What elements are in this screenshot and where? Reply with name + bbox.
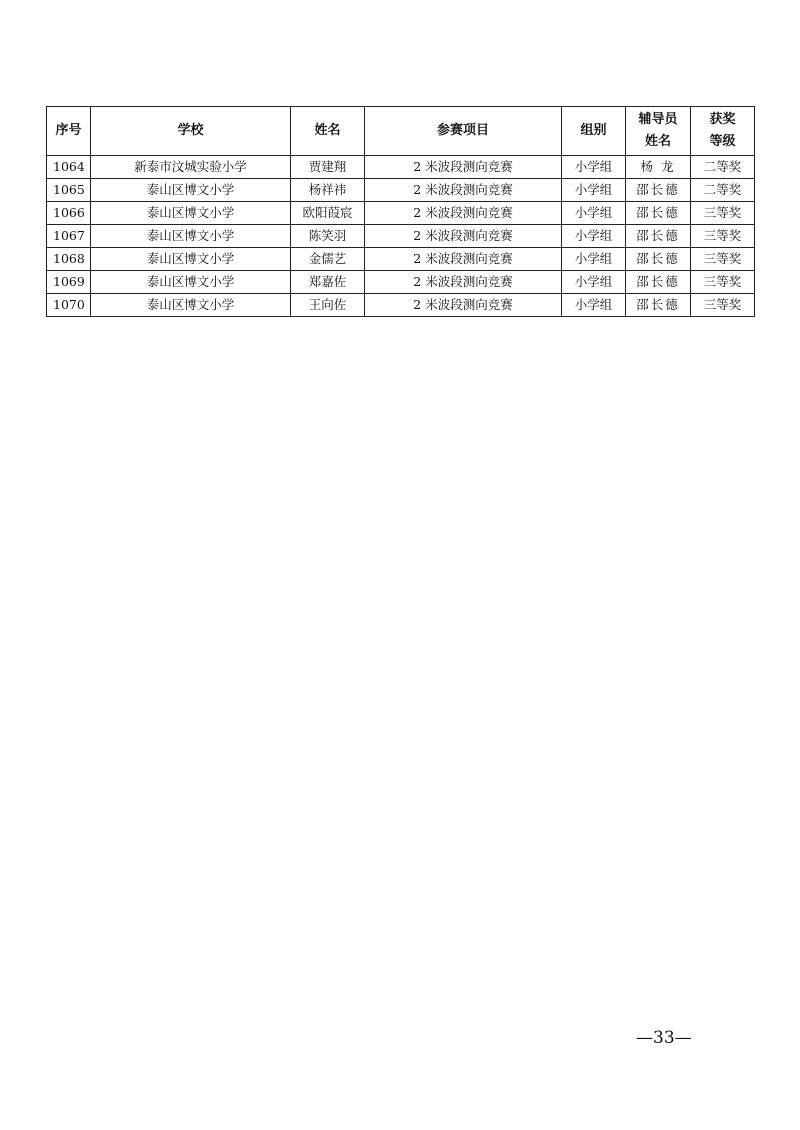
cell-advisor: 邵长德 [626,248,691,271]
results-table [46,106,755,317]
cell-advisor: 邵长德 [626,271,691,294]
cell-group: 小学组 [562,248,626,271]
cell-id: 1069 [47,271,91,294]
cell-group: 小学组 [562,202,626,225]
cell-id: 1067 [47,225,91,248]
cell-name: 欧阳葭宸 [291,202,365,225]
table-row [47,294,755,317]
cell-name: 郑嘉佐 [291,271,365,294]
cell-group: 小学组 [562,156,626,179]
table-row [47,156,755,179]
header-advisor-line1: 辅导员 [638,112,678,127]
header-advisor-line2: 姓名 [644,134,671,149]
cell-id: 1065 [47,179,91,202]
header-award [691,107,755,156]
cell-school: 泰山区博文小学 [91,225,291,248]
cell-award: 二等奖 [691,156,755,179]
cell-advisor: 邵长德 [626,225,691,248]
page-number: —33— [636,1028,692,1048]
cell-event: 2 米波段测向竞赛 [365,248,562,271]
header-award-line2: 等级 [709,134,736,149]
cell-award: 三等奖 [691,294,755,317]
header-name: 姓名 [291,107,365,156]
cell-event: 2 米波段测向竞赛 [365,179,562,202]
cell-award: 二等奖 [691,179,755,202]
table-row [47,248,755,271]
cell-group: 小学组 [562,271,626,294]
header-id: 序号 [47,107,91,156]
cell-group: 小学组 [562,179,626,202]
cell-award: 三等奖 [691,202,755,225]
cell-school: 泰山区博文小学 [91,271,291,294]
table-row [47,179,755,202]
cell-event: 2 米波段测向竞赛 [365,225,562,248]
table-row [47,225,755,248]
cell-school: 泰山区博文小学 [91,179,291,202]
header-advisor [626,107,691,156]
header-group: 组别 [562,107,626,156]
header-event: 参赛项目 [365,107,562,156]
cell-school: 泰山区博文小学 [91,248,291,271]
cell-advisor: 邵长德 [626,202,691,225]
cell-event: 2 米波段测向竞赛 [365,156,562,179]
header-school: 学校 [91,107,291,156]
cell-school: 泰山区博文小学 [91,294,291,317]
table-row [47,271,755,294]
cell-event: 2 米波段测向竞赛 [365,202,562,225]
header-award-line1: 获奖 [709,112,736,127]
cell-id: 1064 [47,156,91,179]
table-header-row [47,107,755,156]
cell-school: 新泰市汶城实验小学 [91,156,291,179]
cell-group: 小学组 [562,294,626,317]
table-row [47,202,755,225]
cell-name: 金儒艺 [291,248,365,271]
cell-id: 1066 [47,202,91,225]
cell-name: 王向佐 [291,294,365,317]
cell-advisor: 邵长德 [626,179,691,202]
cell-award: 三等奖 [691,271,755,294]
cell-name: 杨祥祎 [291,179,365,202]
cell-award: 三等奖 [691,225,755,248]
cell-id: 1070 [47,294,91,317]
cell-group: 小学组 [562,225,626,248]
cell-event: 2 米波段测向竞赛 [365,271,562,294]
cell-award: 三等奖 [691,248,755,271]
cell-school: 泰山区博文小学 [91,202,291,225]
cell-name: 陈笑羽 [291,225,365,248]
cell-name: 贾建翔 [291,156,365,179]
cell-id: 1068 [47,248,91,271]
cell-event: 2 米波段测向竞赛 [365,294,562,317]
cell-advisor: 邵长德 [626,294,691,317]
cell-advisor: 杨 龙 [626,156,691,179]
